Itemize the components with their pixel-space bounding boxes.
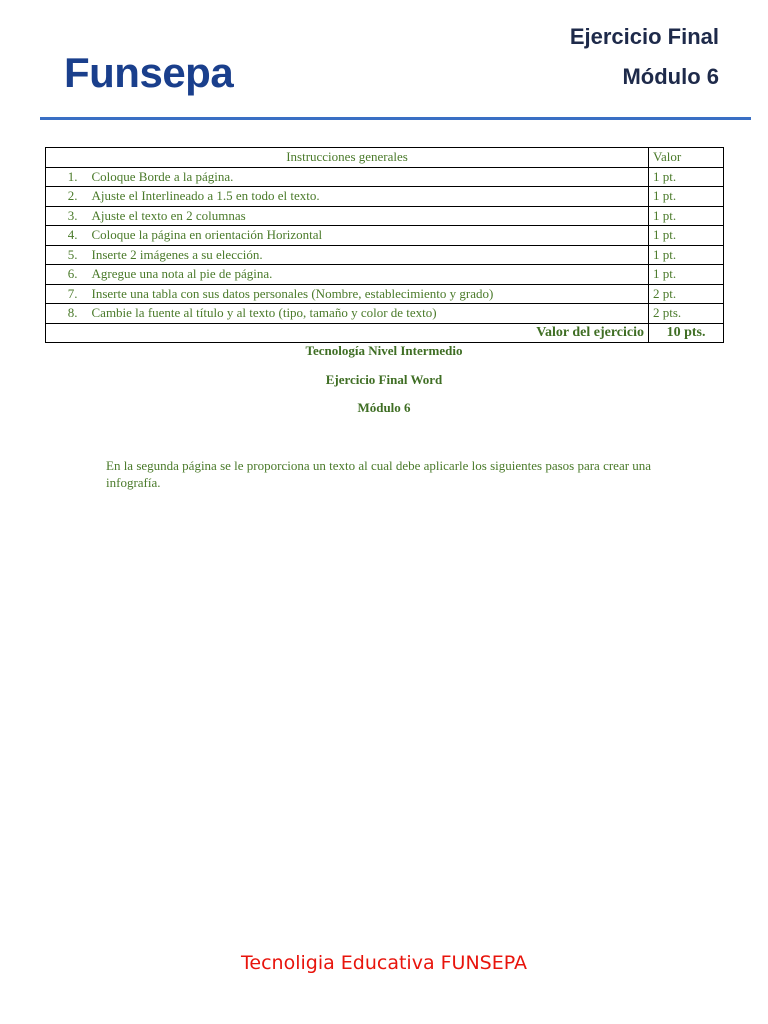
row-number: 1. xyxy=(46,167,82,187)
funsepa-logo: Funsepa xyxy=(64,49,234,96)
row-value: 1 pt. xyxy=(649,167,724,187)
total-label: Valor del ejercicio xyxy=(46,323,649,343)
course-title: Tecnología Nivel Intermedio xyxy=(305,343,463,358)
row-number: 4. xyxy=(46,226,82,246)
row-instruction: Agregue una nota al pie de página. xyxy=(82,265,649,285)
table-row xyxy=(46,206,724,226)
document-title: Ejercicio Final xyxy=(569,24,719,49)
header-divider xyxy=(40,117,751,120)
row-instruction: Ajuste el texto en 2 columnas xyxy=(82,206,649,226)
exercise-title: Ejercicio Final Word xyxy=(325,372,443,387)
row-instruction: Inserte 2 imágenes a su elección. xyxy=(82,245,649,265)
row-number: 7. xyxy=(46,284,82,304)
row-number: 5. xyxy=(46,245,82,265)
row-value: 2 pts. xyxy=(649,304,724,324)
table-row xyxy=(46,304,724,324)
table-row xyxy=(46,265,724,285)
row-instruction: Coloque la página en orientación Horizontal xyxy=(82,226,649,246)
table-row xyxy=(46,187,724,207)
row-number: 2. xyxy=(46,187,82,207)
table-row xyxy=(46,167,724,187)
module-title: Módulo 6 xyxy=(357,400,411,415)
instructions-header: Instrucciones generales xyxy=(46,148,649,168)
value-header: Valor xyxy=(649,148,724,168)
row-value: 1 pt. xyxy=(649,206,724,226)
row-instruction: Cambie la fuente al título y al texto (tipo, tamaño y color de texto) xyxy=(82,304,649,324)
row-value: 2 pt. xyxy=(649,284,724,304)
row-instruction: Coloque Borde a la página. xyxy=(82,167,649,187)
row-value: 1 pt. xyxy=(649,187,724,207)
table-header-row xyxy=(46,148,724,168)
table-row xyxy=(46,284,724,304)
row-value: 1 pt. xyxy=(649,265,724,285)
table-row xyxy=(46,226,724,246)
total-value: 10 pts. xyxy=(649,323,724,343)
row-number: 6. xyxy=(46,265,82,285)
row-instruction: Ajuste el Interlineado a 1.5 en todo el texto. xyxy=(82,187,649,207)
row-value: 1 pt. xyxy=(649,245,724,265)
row-number: 3. xyxy=(46,206,82,226)
row-instruction: Inserte una tabla con sus datos personales (Nombre, establecimiento y grado) xyxy=(82,284,649,304)
intro-paragraph: En la segunda página se le proporciona un texto al cual debe aplicarle los siguientes pasos para crear una infografía. xyxy=(106,458,652,490)
table-row xyxy=(46,245,724,265)
row-value: 1 pt. xyxy=(649,226,724,246)
footer-text: Tecnoligia Educativa FUNSEPA xyxy=(241,952,527,974)
total-row xyxy=(46,323,724,343)
row-number: 8. xyxy=(46,304,82,324)
module-label: Módulo 6 xyxy=(622,64,719,89)
instructions-table xyxy=(45,147,724,343)
